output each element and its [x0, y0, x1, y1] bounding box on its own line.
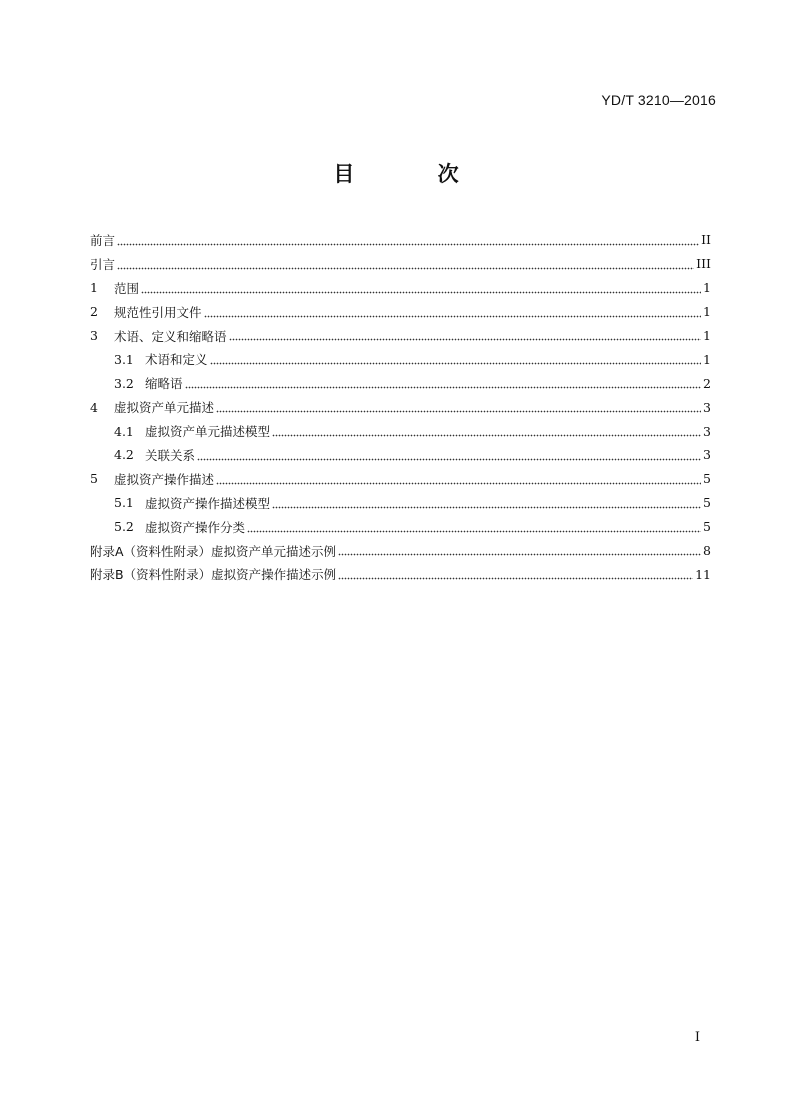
dot-leader	[117, 236, 699, 246]
toc-entry-section-1[interactable]	[90, 276, 711, 300]
toc-entry-number: 5.1	[114, 495, 134, 511]
table-of-contents	[90, 228, 711, 586]
toc-entry-annex-a[interactable]	[90, 539, 711, 563]
toc-entry-label: 缩略语	[145, 376, 183, 392]
toc-entry-label: 附录A（资料性附录）虚拟资产单元描述示例	[90, 543, 337, 559]
dot-leader	[141, 284, 701, 294]
dot-leader	[204, 308, 701, 318]
dot-leader	[247, 523, 701, 533]
toc-entry-section-4[interactable]	[90, 395, 711, 419]
toc-entry-number: 4	[90, 399, 98, 415]
toc-entry-label: 关联关系	[145, 447, 196, 463]
toc-entry-number: 3.1	[114, 351, 134, 367]
toc-entry-annex-b[interactable]	[90, 562, 711, 586]
toc-entry-label: 虚拟资产操作描述	[114, 471, 215, 487]
toc-entry-number: 4.1	[114, 423, 134, 439]
toc-entry-label: 虚拟资产操作分类	[145, 519, 246, 535]
toc-entry-label: 虚拟资产操作描述模型	[145, 495, 271, 511]
toc-entry-label: 引言	[90, 256, 116, 272]
toc-entry-label: 虚拟资产单元描述	[114, 400, 215, 416]
page-number: I	[694, 1030, 700, 1045]
toc-entry-label: 前言	[90, 232, 116, 248]
toc-entry-label: 范围	[114, 280, 140, 296]
toc-entry-page: 1	[703, 328, 711, 343]
dot-leader	[117, 260, 694, 270]
toc-entry-section-5-1[interactable]	[90, 491, 711, 515]
toc-entry-number: 1	[90, 280, 98, 296]
toc-entry-page: 3	[703, 423, 711, 439]
dot-leader	[216, 475, 701, 485]
toc-entry-page: 5	[703, 471, 711, 487]
toc-entry-foreword[interactable]	[90, 228, 711, 252]
dot-leader	[197, 451, 701, 461]
toc-entry-section-2[interactable]	[90, 300, 711, 324]
dot-leader	[216, 403, 701, 413]
toc-entry-section-5[interactable]	[90, 467, 711, 491]
dot-leader	[229, 331, 701, 341]
toc-entry-label: 附录B（资料性附录）虚拟资产操作描述示例	[90, 567, 337, 583]
dot-leader	[185, 379, 701, 389]
toc-entry-section-3[interactable]	[90, 324, 711, 348]
toc-entry-number: 3	[90, 328, 98, 343]
dot-leader	[272, 427, 701, 437]
toc-entry-section-5-2[interactable]	[90, 515, 711, 539]
toc-entry-label: 虚拟资产单元描述模型	[145, 424, 271, 440]
page-title: 目 次	[333, 162, 497, 186]
toc-entry-section-4-1[interactable]	[90, 419, 711, 443]
toc-entry-label: 规范性引用文件	[114, 304, 202, 320]
toc-entry-page: 5	[703, 495, 711, 511]
toc-entry-introduction[interactable]	[90, 252, 711, 276]
toc-entry-label: 术语和定义	[145, 352, 208, 368]
toc-entry-number: 5.2	[114, 519, 134, 535]
toc-entry-page: 3	[703, 399, 711, 415]
toc-entry-page: 8	[703, 543, 711, 559]
toc-entry-section-4-2[interactable]	[90, 443, 711, 467]
toc-entry-page: 2	[703, 375, 711, 391]
toc-entry-page: II	[701, 232, 711, 248]
toc-entry-number: 2	[90, 304, 98, 320]
toc-entry-page: 5	[703, 519, 711, 535]
toc-entry-label: 术语、定义和缩略语	[114, 328, 227, 344]
toc-entry-page: III	[696, 256, 711, 272]
toc-entry-page: 1	[703, 304, 711, 320]
toc-entry-section-3-2[interactable]	[90, 371, 711, 395]
toc-entry-page: 1	[703, 280, 711, 296]
dot-leader	[338, 546, 701, 556]
toc-entry-page: 1	[703, 351, 711, 367]
toc-entry-number: 3.2	[114, 375, 134, 391]
standard-number: YD/T 3210—2016	[601, 92, 716, 108]
dot-leader	[210, 355, 701, 365]
toc-entry-number: 4.2	[114, 447, 134, 463]
toc-entry-section-3-1[interactable]	[90, 347, 711, 371]
dot-leader	[272, 499, 701, 509]
toc-entry-number: 5	[90, 471, 98, 487]
dot-leader	[338, 570, 693, 580]
toc-entry-page: 11	[695, 566, 711, 582]
toc-entry-page: 3	[703, 447, 711, 463]
